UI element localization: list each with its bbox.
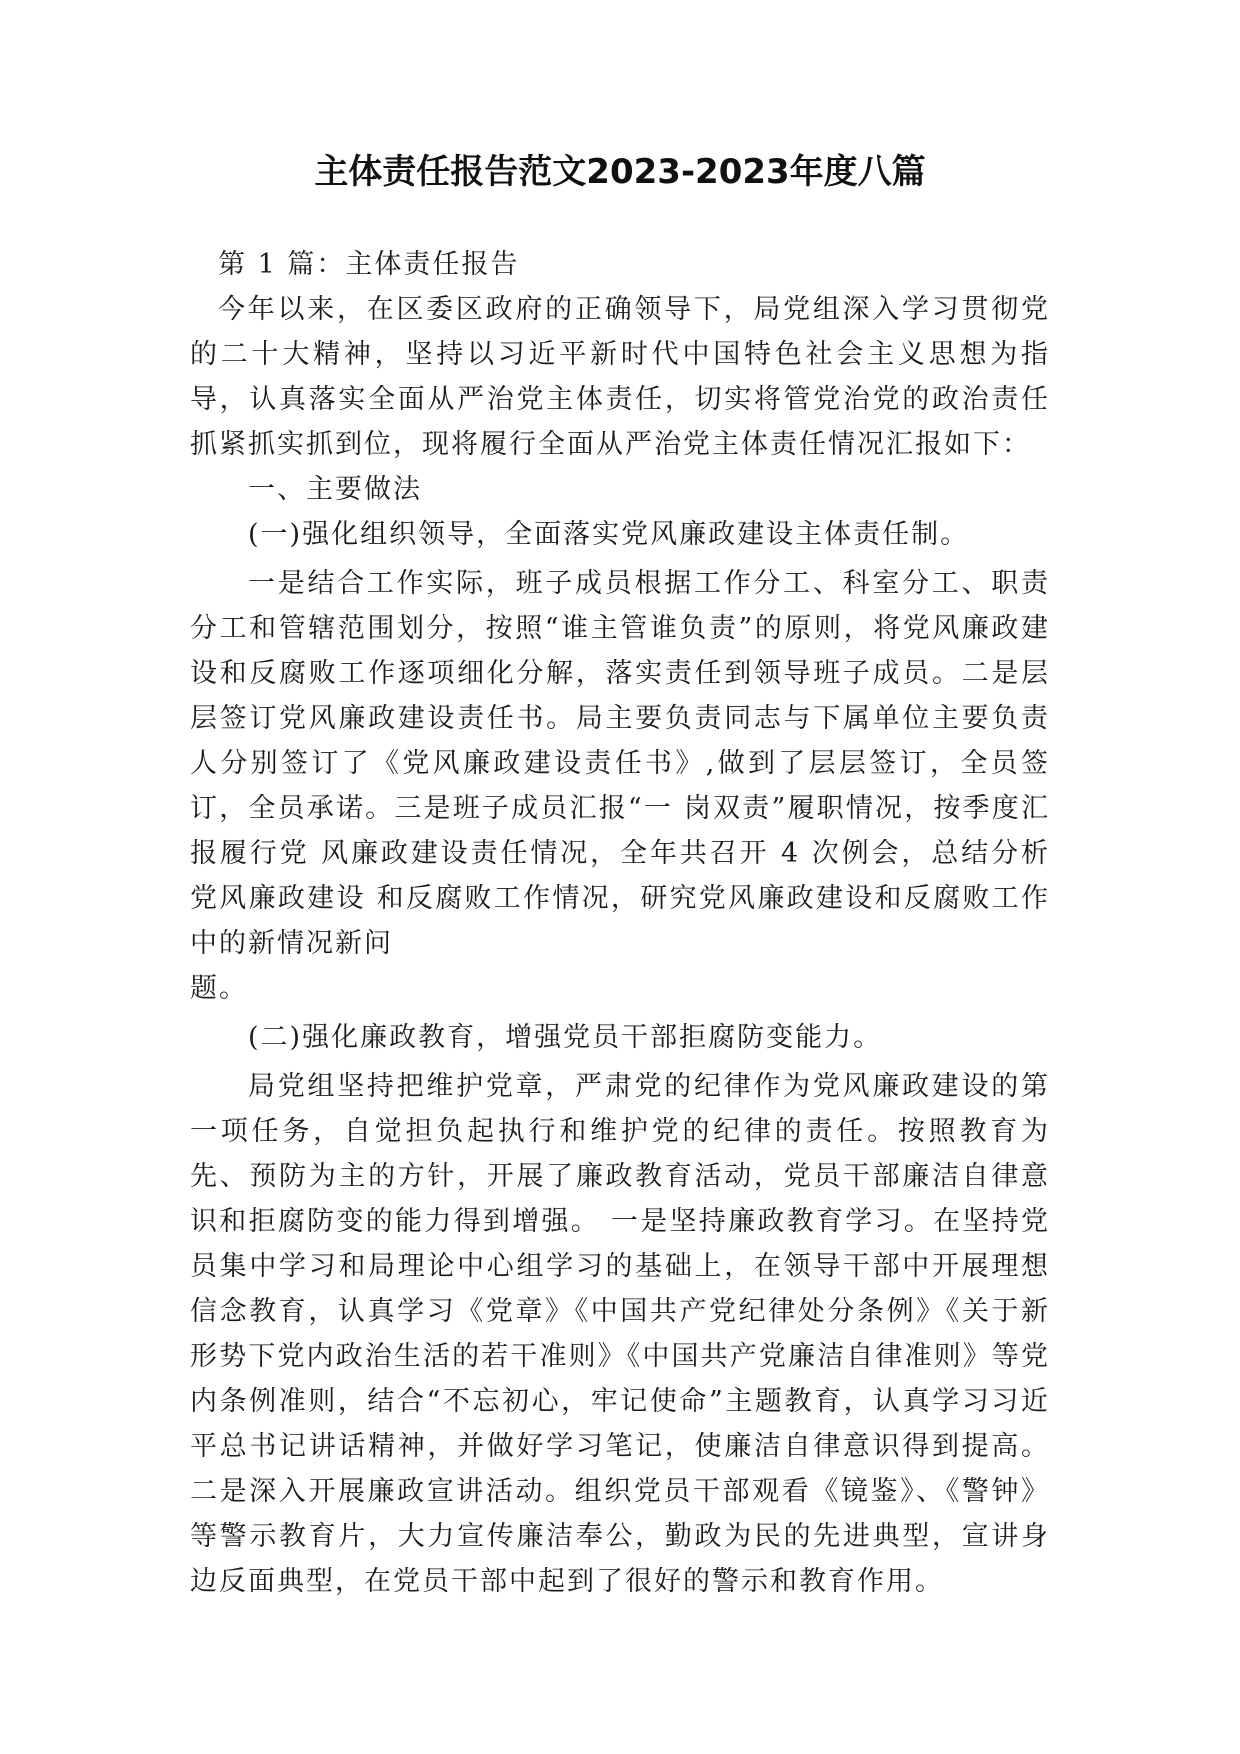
document-title: 主体责任报告范文2023-2023年度八篇 (314, 152, 926, 192)
intro-paragraph: 今年以来，在区委区政府的正确领导下，局党组深入学习贯彻党的二十大精神，坚持以习近平新时代中国特色社会主义思想为指导，认真落实全面从严治党主体责任，切实将管党治党的政治责任抓紧抓实抓到位，现将履行全面从严治党主体责任情况汇报如下： (190, 294, 1050, 460)
section-heading-main-practices: 一、主要做法 (248, 474, 422, 505)
subsection-heading-education: (二)强化廉政教育，增强党员干部拒腐防变能力。 (248, 1022, 883, 1053)
chapter-heading: 第 1 篇：主体责任报告 (218, 249, 520, 280)
subsection-body-organization-tail: 题。 (190, 973, 248, 1004)
subsection-body-organization: 一是结合工作实际，班子成员根据工作分工、科室分工、职责分工和管辖范围划分，按照“谁主管谁负责”的原则，将党风廉政建设和反腐败工作逐项细化分解，落实责任到领导班子成员。二是层层签订党风廉政建设责任书。局主要负责同志与下属单位主要负责人分别签订了《党风廉政建设责任书》,做到了层层签订，全员签订，全员承诺。三是班子成员汇报“一 岗双责”履职情况，按季度汇报履行党 风廉政建设责任情况，全年共召开 4 次例会，总结分析党风廉政建设 和反腐败工作情况，研究党风廉政建设和反腐败工作中的新情况新问 (190, 568, 1050, 959)
document-body (190, 242, 1050, 1604)
subsection-heading-organization: (一)强化组织领导，全面落实党风廉政建设主体责任制。 (248, 519, 970, 550)
subsection-body-education: 局党组坚持把维护党章，严肃党的纪律作为党风廉政建设的第一项任务，自觉担负起执行和维护党的纪律的责任。按照教育为先、预防为主的方针，开展了廉政教育活动，党员干部廉洁自律意识和拒腐防变的能力得到增强。 一是坚持廉政教育学习。在坚持党员集中学习和局理论中心组学习的基础上，在领导干部中开展理想信念教育，认真学习《党章》《中国共产党纪律处分条例》《关于新形势下党内政治生活的若干准则》《中国共产党廉洁自律准则》等党内条例准则，结合“不忘初心，牢记使命”主题教育，认真学习习近平总书记讲话精神，并做好学习笔记，使廉洁自律意识得到提高。二是深入开展廉政宣讲活动。组织党员干部观看《镜鉴》、《警钟》等警示教育片，大力宣传廉洁奉公，勤政为民的先进典型，宣讲身边反面典型，在党员干部中起到了很好的警示和教育作用。 (190, 1071, 1050, 1597)
